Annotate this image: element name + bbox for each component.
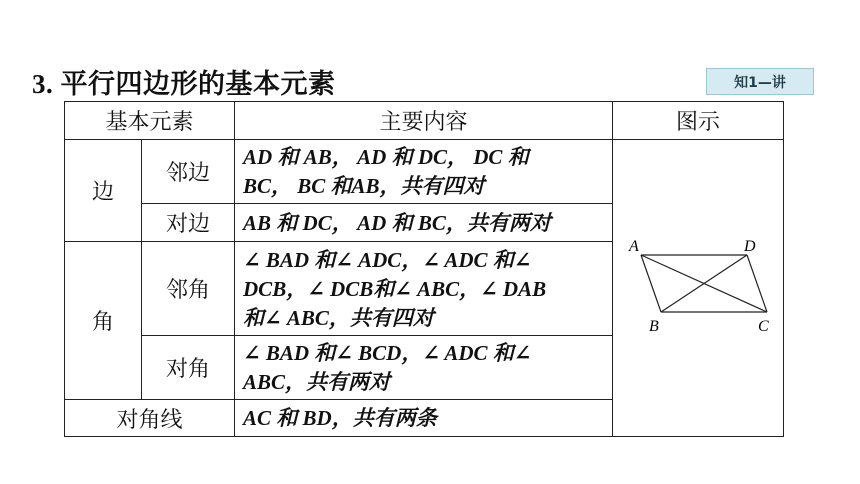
table-header-row <box>65 102 784 140</box>
vertex-label-a: A <box>629 238 639 255</box>
group-sides: 边 <box>65 140 142 242</box>
group-angles: 角 <box>65 242 142 400</box>
vertex-label-b: B <box>649 318 659 335</box>
section-title: 3. 平行四边形的基本元素 <box>32 69 336 99</box>
content-line: 和∠ ABC，共有四对 <box>243 305 434 330</box>
adjacent-sides-content <box>235 140 613 204</box>
figure-cell <box>613 140 784 437</box>
parallelogram-figure <box>623 238 773 338</box>
adjacent-angles-content <box>235 242 613 336</box>
table-row <box>65 140 784 204</box>
vertex-label-d: D <box>744 238 756 255</box>
opposite-sides-content <box>235 204 613 242</box>
sub-adjacent-sides: 邻边 <box>142 140 235 204</box>
opposite-angles-content <box>235 336 613 400</box>
content-line: ABC，共有两对 <box>243 370 391 394</box>
sub-opposite-angles: 对角 <box>142 336 235 400</box>
sub-opposite-sides: 对边 <box>142 204 235 242</box>
header-figure: 图示 <box>613 102 784 140</box>
content-line: AD 和 AB， AD 和 DC， DC 和 <box>243 145 529 169</box>
diagonals-content <box>235 400 613 437</box>
header-basic-element: 基本元素 <box>65 102 235 140</box>
content-line: ∠ BAD 和∠ BCD，∠ ADC 和∠ <box>243 341 532 365</box>
header-main-content: 主要内容 <box>235 102 613 140</box>
content-line: AB 和 DC， AD 和 BC，共有两对 <box>243 210 551 235</box>
content-line: BC， BC 和AB，共有四对 <box>243 174 485 198</box>
vertex-label-c: C <box>758 318 769 335</box>
lesson-badge: 知1—讲 <box>706 68 814 95</box>
sub-adjacent-angles: 邻角 <box>142 242 235 336</box>
content-line: AC 和 BD，共有两条 <box>243 406 437 430</box>
content-line: ∠ BAD 和∠ ADC，∠ ADC 和∠ <box>243 247 532 272</box>
parallelogram-elements-table <box>64 101 784 437</box>
group-diagonals: 对角线 <box>65 400 235 437</box>
content-line: DCB，∠ DCB和∠ ABC，∠ DAB <box>243 276 547 301</box>
